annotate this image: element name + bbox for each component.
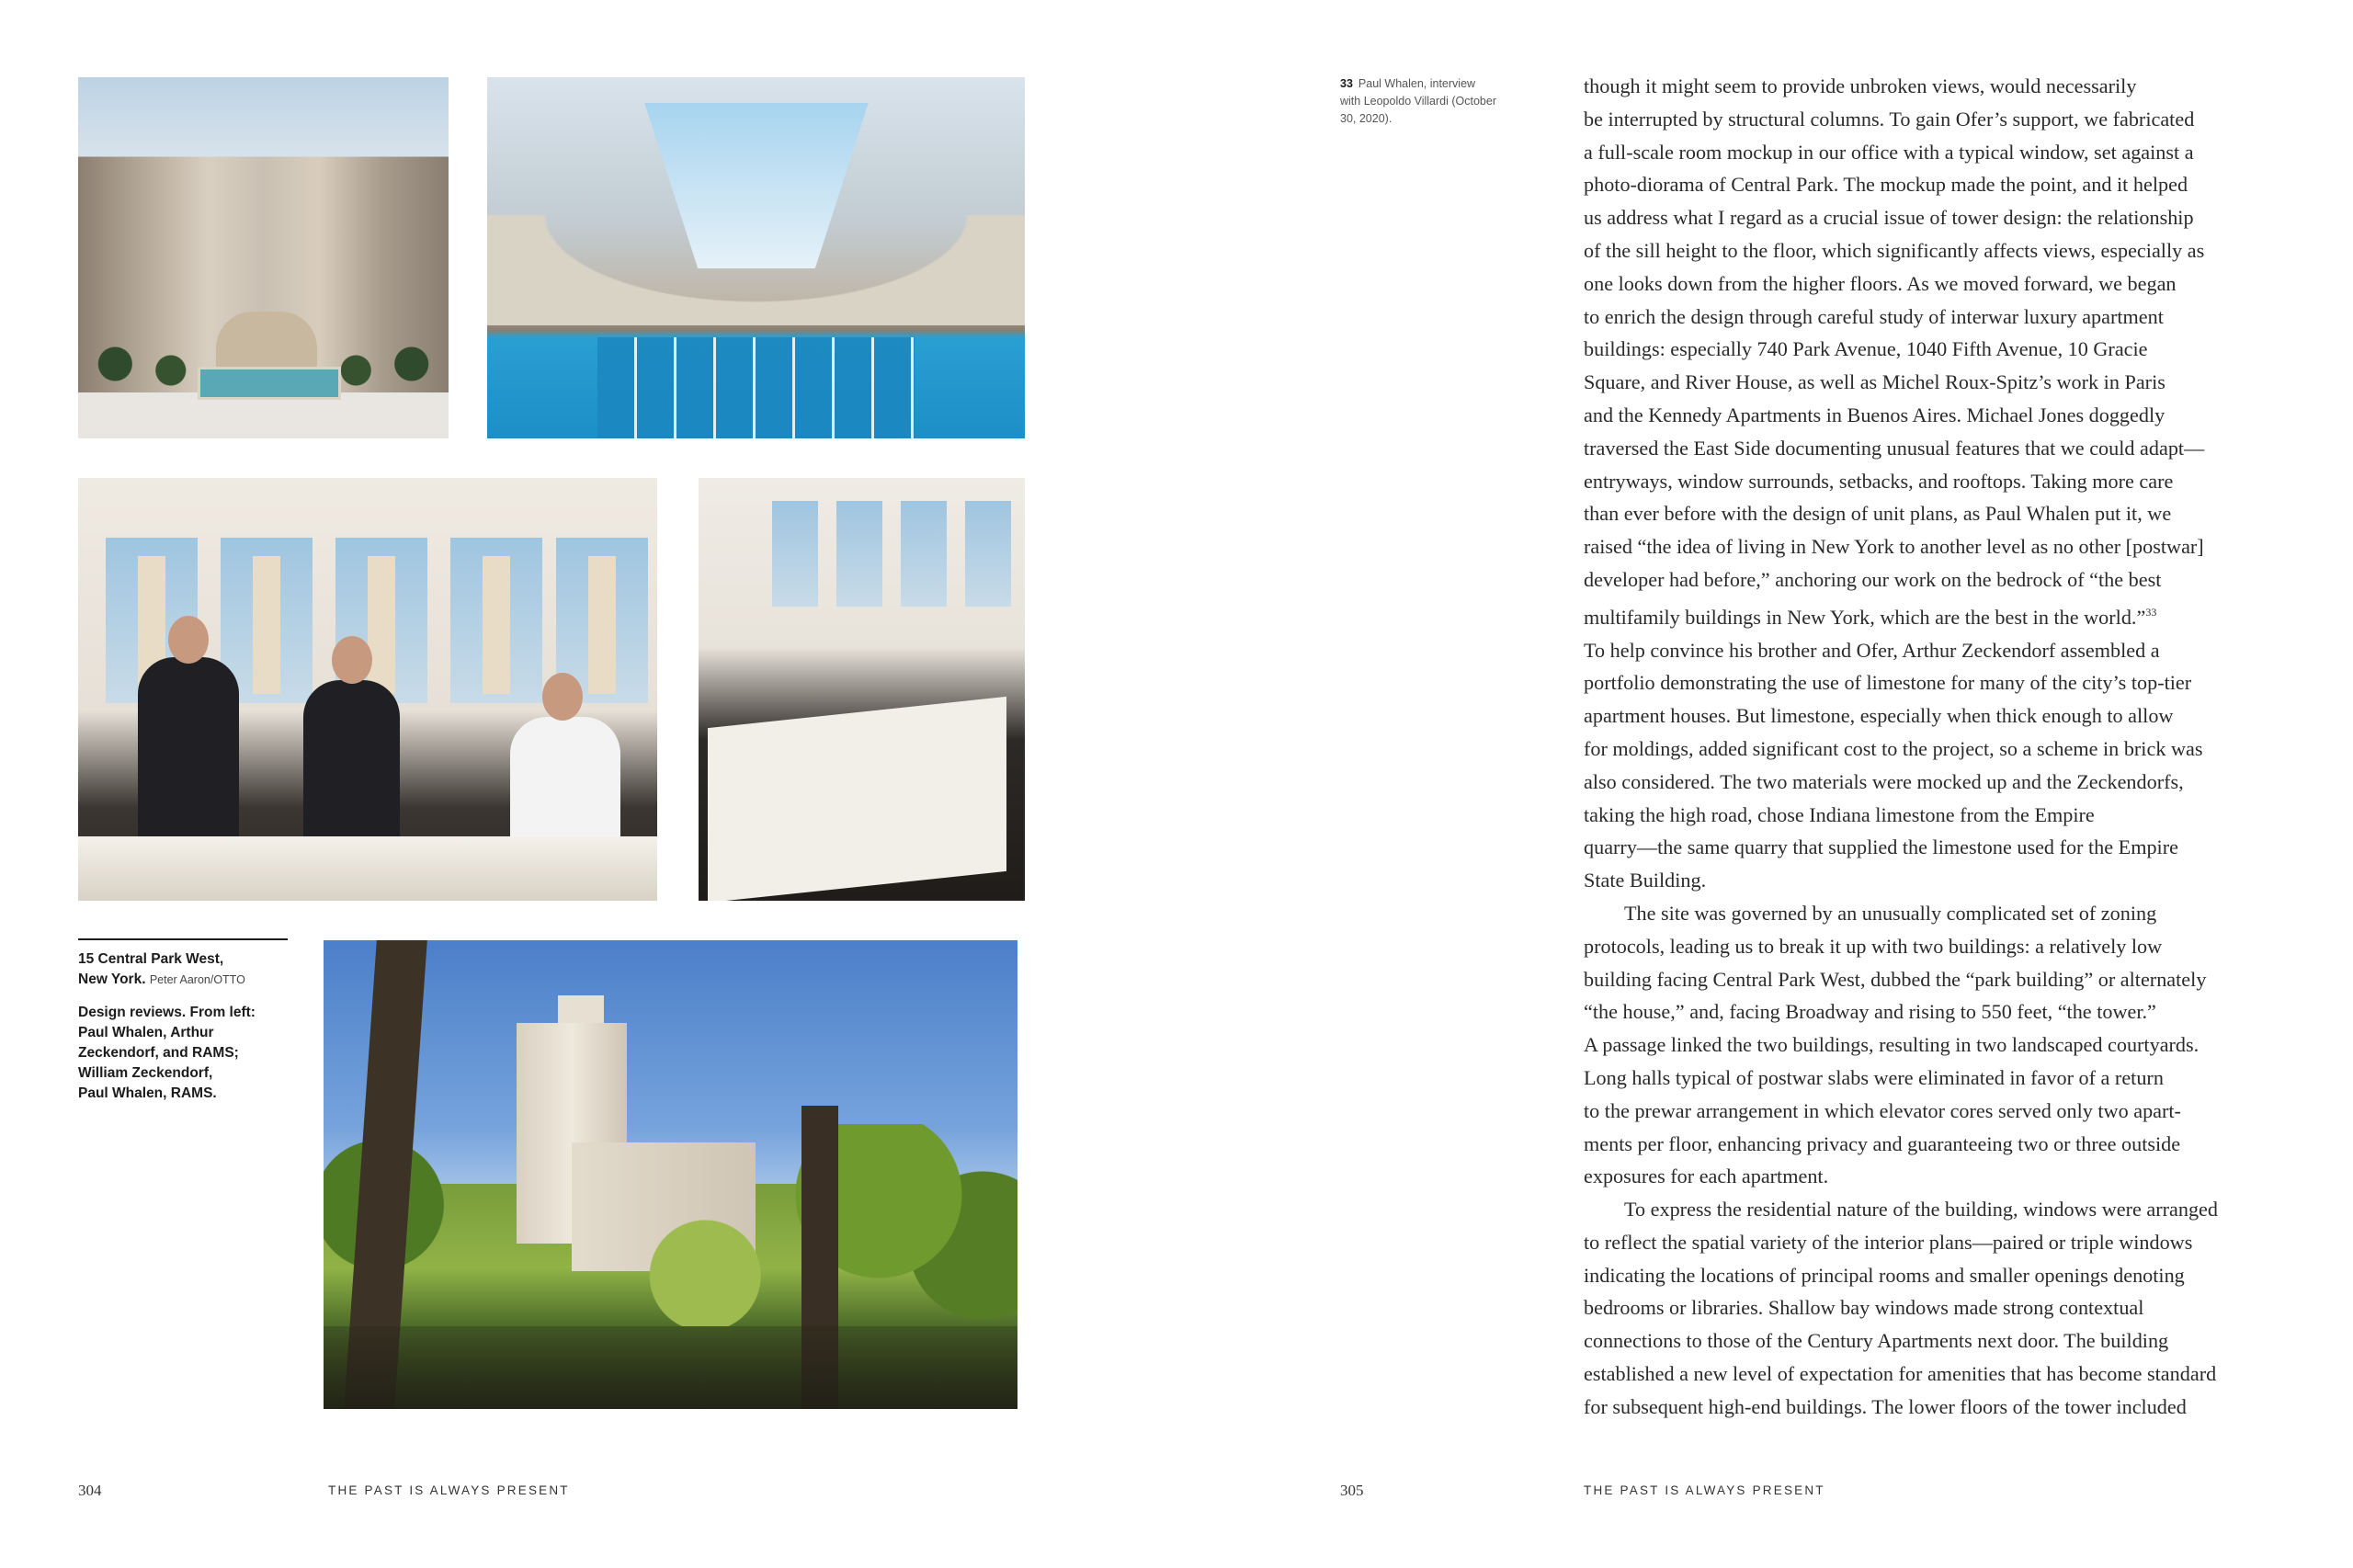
body-line: though it might seem to provide unbroken views, would necessarily [1584, 74, 2137, 97]
body-line: raised “the idea of living in New York to another level as no other [postwar] [1584, 535, 2204, 559]
pool-lanes [597, 337, 915, 438]
page-number-right: 305 [1340, 1482, 1364, 1499]
body-line: Square, and River House, as well as Michel Roux-Spitz’s work in Paris [1584, 370, 2165, 394]
body-line: developer had before,” anchoring our work on the bedrock of “the best [1584, 567, 2162, 591]
body-line: exposures for each apartment. [1584, 1165, 1829, 1188]
caption-design-reviews: Design reviews. From left: Paul Whalen, Arthur Zeckendorf, and RAMS; William Zeckendorf, Paul Whalen, RAMS. [78, 1005, 256, 1101]
central-park-photo [324, 940, 1017, 1409]
body-line: to enrich the design through careful study of interwar luxury apartment [1584, 304, 2164, 328]
body-line-with-footnote: multifamily buildings in New York, which are the best in the world.”$^{33}$ [1584, 605, 2157, 629]
body-line-indent: The site was governed by an unusually complicated set of zoning [1624, 901, 2157, 925]
review-table [78, 836, 657, 901]
body-line: indicating the locations of principal rooms and smaller openings denoting [1584, 1263, 2185, 1287]
body-line: established a new level of expectation for amenities that has become standard [1584, 1362, 2217, 1386]
body-line: be interrupted by structural columns. To gain Ofer’s support, we fabricated [1584, 107, 2195, 131]
body-line: A passage linked the two buildings, resulting in two landscaped courtyards. [1584, 1033, 2200, 1057]
body-line: To help convince his brother and Ofer, Arthur Zeckendorf assembled a [1584, 638, 2160, 662]
body-line: for subsequent high-end buildings. The lower floors of the tower included [1584, 1394, 2187, 1418]
body-line: buildings: especially 740 Park Avenue, 1040 Fifth Avenue, 10 Gracie [1584, 337, 2148, 361]
body-line: entryways, window surrounds, setbacks, and rooftops. Taking more care [1584, 469, 2174, 493]
body-line: ments per floor, enhancing privacy and guaranteeing two or three outside [1584, 1131, 2181, 1155]
page-number-left: 304 [78, 1482, 102, 1499]
body-line: Long halls typical of postwar slabs were eliminated in favor of a return [1584, 1065, 2164, 1089]
caption-rule [78, 938, 288, 940]
caption-title: 15 Central Park West, [78, 951, 224, 967]
rendering-poster [772, 501, 818, 607]
body-line: taking the high road, chose Indiana limestone from the Empire [1584, 802, 2095, 826]
body-line: for moldings, added significant cost to the project, so a scheme in brick was [1584, 736, 2203, 760]
courtyard-pavilion [216, 312, 317, 367]
body-line: traversed the East Side documenting unusual features that we could adapt— [1584, 436, 2205, 460]
running-head-right: THE PAST IS ALWAYS PRESENT [1584, 1483, 1825, 1497]
body-line: apartment houses. But limestone, especially when thick enough to allow [1584, 704, 2174, 728]
body-line: portfolio demonstrating the use of limestone for many of the city’s top-tier [1584, 671, 2192, 695]
body-line: connections to those of the Century Apartments next door. The building [1584, 1329, 2169, 1353]
park-foliage [324, 1124, 1017, 1326]
pool-photo [487, 77, 1025, 438]
person-head [168, 616, 209, 664]
left-page [0, 0, 1176, 1568]
body-line: building facing Central Park West, dubbed the “park building” or alternately [1584, 967, 2207, 991]
body-line: “the house,” and, facing Broadway and rising to 550 feet, “the tower.” [1584, 1000, 2156, 1024]
body-line-indent: To express the residential nature of the building, windows were arranged [1624, 1198, 2218, 1221]
design-review-photo-2 [699, 478, 1025, 901]
footnote-number: 33 [1340, 77, 1353, 90]
rendering-poster [450, 538, 542, 703]
rendering-poster [836, 501, 882, 607]
body-line: of the sill height to the floor, which significantly affects views, especially as [1584, 238, 2205, 262]
photo-caption [78, 949, 299, 1117]
caption-title-2: New York. [78, 971, 146, 987]
person-head [332, 636, 372, 684]
body-line: quarry—the same quarry that supplied the limestone used for the Empire [1584, 835, 2178, 859]
body-line: State Building. [1584, 869, 1707, 892]
floor-plan-sheet [708, 697, 1006, 901]
body-line: to reflect the spatial variety of the interior plans—paired or triple windows [1584, 1230, 2193, 1254]
sidenote-33: 33 Paul Whalen, interview with Leopoldo Villardi (October 30, 2020). [1340, 77, 1497, 125]
body-line: protocols, leading us to break it up with two buildings: a relatively low [1584, 934, 2163, 958]
body-line: than ever before with the design of unit plans, as Paul Whalen put it, we [1584, 502, 2172, 526]
body-line: to the prewar arrangement in which elevator cores served only two apart- [1584, 1098, 2181, 1122]
body-line: one looks down from the higher floors. As we moved forward, we began [1584, 271, 2177, 295]
body-line: and the Kennedy Apartments in Buenos Aires. Michael Jones doggedly [1584, 403, 2165, 426]
courtyard-pool [198, 367, 341, 400]
body-line: photo-diorama of Central Park. The mockup made the point, and it helped [1584, 173, 2188, 197]
running-head-left: THE PAST IS ALWAYS PRESENT [328, 1483, 570, 1497]
rendering-poster [901, 501, 947, 607]
footnote-ref: 33 [2145, 605, 2157, 619]
body-line: also considered. The two materials were mocked up and the Zeckendorfs, [1584, 769, 2184, 793]
pool-vault [487, 215, 1025, 325]
caption-credit: Peter Aaron/OTTO [149, 973, 245, 986]
courtyard-photo [78, 77, 449, 438]
person-head [542, 673, 583, 721]
design-review-photo-1 [78, 478, 657, 901]
rendering-poster [965, 501, 1011, 607]
park-shadow [324, 1326, 1017, 1409]
body-line: bedrooms or libraries. Shallow bay windows made strong contextual [1584, 1296, 2144, 1320]
body-line: us address what I regard as a crucial issue of tower design: the relationship [1584, 206, 2194, 230]
body-text [1584, 70, 2301, 1424]
body-line: a full-scale room mockup in our office with a typical window, set against a [1584, 140, 2194, 164]
